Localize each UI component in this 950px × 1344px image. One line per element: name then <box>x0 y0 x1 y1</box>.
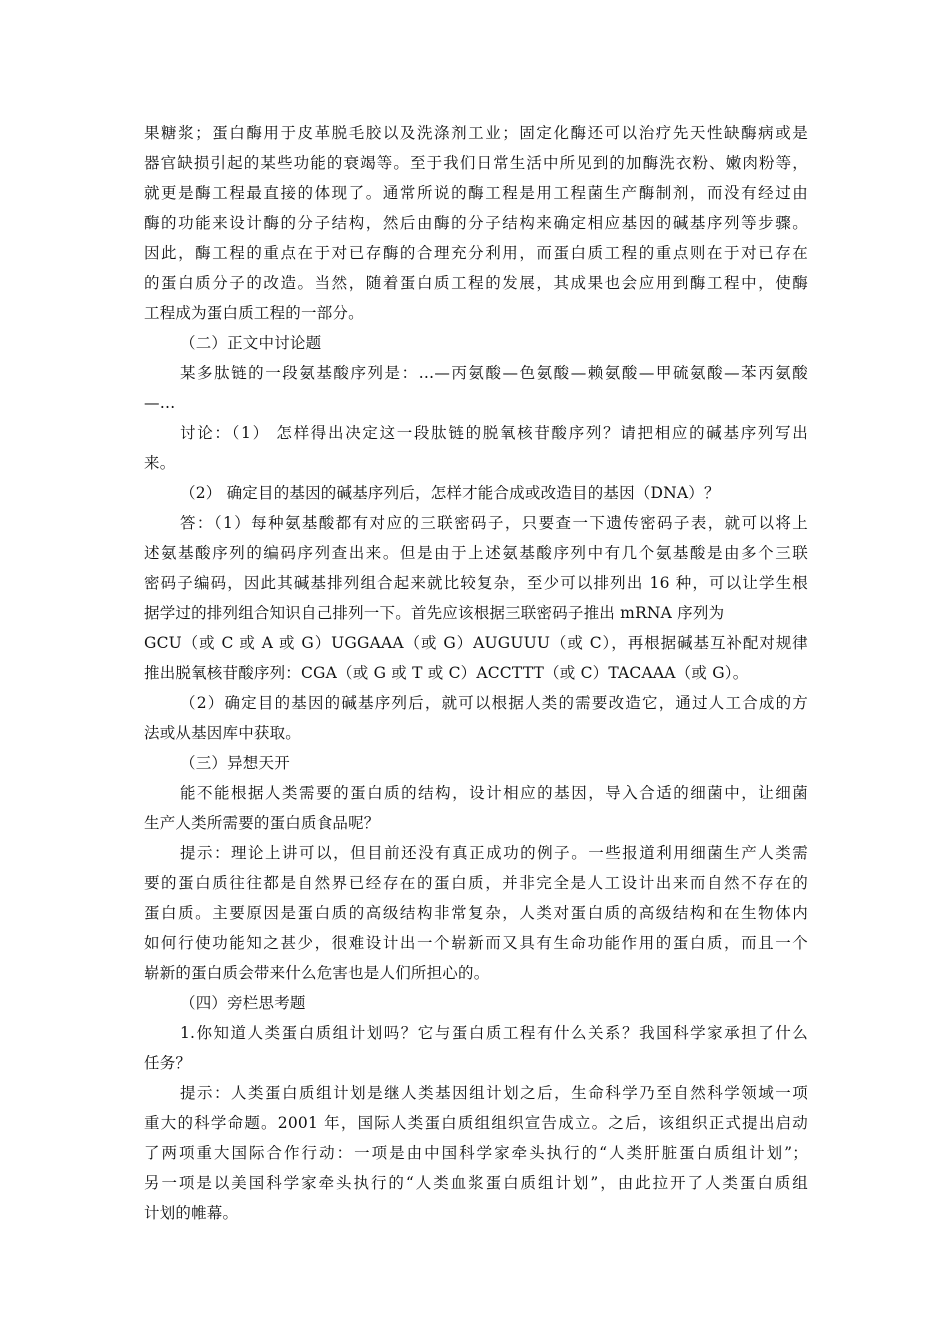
body-line: 重大的科学命题。2001 年，国际人类蛋白质组组织宣告成立。之后，该组织正式提出启动 <box>144 1114 808 1132</box>
body-line: 生产人类所需要的蛋白质食品呢？ <box>144 814 380 832</box>
body-line: 如何行使功能知之甚少，很难设计出一个崭新而又具有生命功能作用的蛋白质，而且一个 <box>144 934 808 952</box>
body-line: 某多肽链的一段氨基酸序列是：…—丙氨酸—色氨酸—赖氨酸—甲硫氨酸—苯丙氨酸 <box>180 364 808 382</box>
body-line: GCU（或 C 或 A 或 G）UGGAAA（或 G）AUGUUU（或 C），再根据碱基互补配对规律 <box>144 634 808 652</box>
body-line: 要的蛋白质往往都是自然界已经存在的蛋白质，并非完全是人工设计出来而自然不存在的 <box>144 874 808 892</box>
body-line: 1.你知道人类蛋白质组计划吗？它与蛋白质工程有什么关系？我国科学家承担了什么 <box>180 1024 808 1042</box>
body-line: 就更是酶工程最直接的体现了。通常所说的酶工程是用工程菌生产酶制剂，而没有经过由 <box>144 184 808 202</box>
body-line: 密码子编码，因此其碱基排列组合起来就比较复杂，至少可以排列出 16 种，可以让学生根 <box>144 574 808 592</box>
body-line: 了两项重大国际合作行动：一项是由中国科学家牵头执行的“人类肝脏蛋白质组计划”； <box>144 1144 808 1162</box>
section-heading: （三）异想天开 <box>180 754 290 772</box>
body-line: 蛋白质。主要原因是蛋白质的高级结构非常复杂，人类对蛋白质的高级结构和在生物体内 <box>144 904 808 922</box>
body-line: 答：（1）每种氨基酸都有对应的三联密码子，只要查一下遗传密码子表，就可以将上 <box>180 514 808 532</box>
body-line: 提示：理论上讲可以，但目前还没有真正成功的例子。一些报道利用细菌生产人类需 <box>180 844 808 862</box>
body-line: 崭新的蛋白质会带来什么危害也是人们所担心的。 <box>144 964 490 982</box>
body-line: 法或从基因库中获取。 <box>144 724 302 742</box>
body-line: （2）确定目的基因的碱基序列后，就可以根据人类的需要改造它，通过人工合成的方 <box>180 694 808 712</box>
body-line: 讨论：（1） 怎样得出决定这一段肽链的脱氧核苷酸序列？请把相应的碱基序列写出 <box>180 424 808 442</box>
document-page <box>144 118 808 1228</box>
body-line: 因此，酶工程的重点在于对已存酶的合理充分利用，而蛋白质工程的重点则在于对已存在 <box>144 244 808 262</box>
body-line: 述氨基酸序列的编码序列查出来。但是由于上述氨基酸序列中有几个氨基酸是由多个三联 <box>144 544 808 562</box>
body-line: 器官缺损引起的某些功能的衰竭等。至于我们日常生活中所见到的加酶洗衣粉、嫩肉粉等， <box>144 154 808 172</box>
body-line: 工程成为蛋白质工程的一部分。 <box>144 304 364 322</box>
body-line: 据学过的排列组合知识自己排列一下。首先应该根据三联密码子推出 mRNA 序列为 <box>144 604 725 622</box>
section-heading: （四）旁栏思考题 <box>180 994 306 1012</box>
body-line: 任务？ <box>144 1054 192 1072</box>
body-line: 的蛋白质分子的改造。当然，随着蛋白质工程的发展，其成果也会应用到酶工程中，使酶 <box>144 274 808 292</box>
body-line: 来。 <box>144 454 176 472</box>
body-line: 提示：人类蛋白质组计划是继人类基因组计划之后，生命科学乃至自然科学领域一项 <box>180 1084 808 1102</box>
body-line: 另一项是以美国科学家牵头执行的“人类血浆蛋白质组计划”，由此拉开了人类蛋白质组 <box>144 1174 808 1192</box>
body-line: 能不能根据人类需要的蛋白质的结构，设计相应的基因，导入合适的细菌中，让细菌 <box>180 784 808 802</box>
body-line: 酶的功能来设计酶的分子结构，然后由酶的分子结构来确定相应基因的碱基序列等步骤。 <box>144 214 808 232</box>
body-line: （2） 确定目的基因的碱基序列后，怎样才能合成或改造目的基因（DNA）？ <box>180 484 720 502</box>
body-line: 推出脱氧核苷酸序列：CGA（或 G 或 T 或 C）ACCTTT（或 C）TACAAA（或 G）。 <box>144 664 749 682</box>
section-heading: （二）正文中讨论题 <box>180 334 322 352</box>
body-line: —… <box>144 394 176 412</box>
body-line: 果糖浆；蛋白酶用于皮革脱毛胶以及洗涤剂工业；固定化酶还可以治疗先天性缺酶病或是 <box>144 124 808 142</box>
body-line: 计划的帷幕。 <box>144 1204 239 1222</box>
